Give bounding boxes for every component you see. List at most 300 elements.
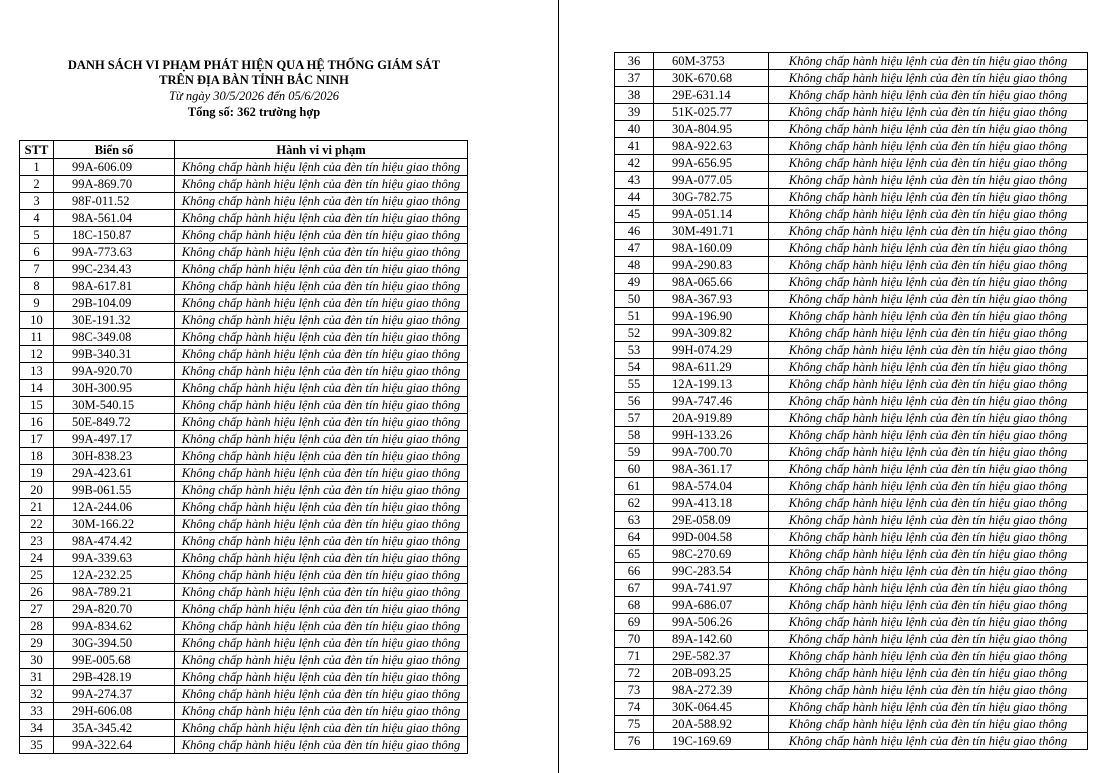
row-violation: Không chấp hành hiệu lệnh của đèn tín hiệu giao thông <box>175 567 468 584</box>
row-stt: 31 <box>20 669 54 686</box>
table-row <box>615 495 1088 512</box>
row-violation: Không chấp hành hiệu lệnh của đèn tín hiệu giao thông <box>769 665 1088 682</box>
row-violation: Không chấp hành hiệu lệnh của đèn tín hiệu giao thông <box>175 346 468 363</box>
row-violation: Không chấp hành hiệu lệnh của đèn tín hiệu giao thông <box>175 295 468 312</box>
row-plate: 99A-413.18 <box>654 495 769 512</box>
row-stt: 37 <box>615 70 654 87</box>
column-header-violation: Hành vi vi phạm <box>175 141 468 159</box>
table-row <box>615 291 1088 308</box>
table-row <box>615 512 1088 529</box>
row-plate: 30M-540.15 <box>54 397 175 414</box>
table-row <box>20 380 468 397</box>
row-stt: 65 <box>615 546 654 563</box>
row-plate: 99A-656.95 <box>654 155 769 172</box>
row-violation: Không chấp hành hiệu lệnh của đèn tín hiệu giao thông <box>769 478 1088 495</box>
table-row <box>615 563 1088 580</box>
row-plate: 30M-491.71 <box>654 223 769 240</box>
row-violation: Không chấp hành hiệu lệnh của đèn tín hiệu giao thông <box>175 550 468 567</box>
row-plate: 99A-920.70 <box>54 363 175 380</box>
row-plate: 99A-506.26 <box>654 614 769 631</box>
table-row <box>615 70 1088 87</box>
table-row <box>615 427 1088 444</box>
table-row <box>20 533 468 550</box>
table-row <box>615 342 1088 359</box>
row-violation: Không chấp hành hiệu lệnh của đèn tín hiệu giao thông <box>769 648 1088 665</box>
row-stt: 69 <box>615 614 654 631</box>
row-violation: Không chấp hành hiệu lệnh của đèn tín hiệu giao thông <box>175 601 468 618</box>
row-plate: 98C-349.08 <box>54 329 175 346</box>
row-plate: 98A-922.63 <box>654 138 769 155</box>
row-violation: Không chấp hành hiệu lệnh của đèn tín hiệu giao thông <box>175 499 468 516</box>
table-row <box>615 189 1088 206</box>
row-plate: 30A-804.95 <box>654 121 769 138</box>
row-stt: 61 <box>615 478 654 495</box>
row-stt: 48 <box>615 257 654 274</box>
table-row <box>20 414 468 431</box>
row-violation: Không chấp hành hiệu lệnh của đèn tín hiệu giao thông <box>769 138 1088 155</box>
row-violation: Không chấp hành hiệu lệnh của đèn tín hiệu giao thông <box>769 223 1088 240</box>
row-plate: 60M-3753 <box>654 53 769 70</box>
row-violation: Không chấp hành hiệu lệnh của đèn tín hiệu giao thông <box>175 686 468 703</box>
row-plate: 20A-588.92 <box>654 716 769 733</box>
row-violation: Không chấp hành hiệu lệnh của đèn tín hiệu giao thông <box>769 121 1088 138</box>
row-stt: 64 <box>615 529 654 546</box>
row-violation: Không chấp hành hiệu lệnh của đèn tín hiệu giao thông <box>175 652 468 669</box>
table-row <box>20 601 468 618</box>
table-row <box>615 546 1088 563</box>
table-row <box>615 87 1088 104</box>
row-stt: 1 <box>20 159 54 176</box>
row-plate: 12A-232.25 <box>54 567 175 584</box>
row-violation: Không chấp hành hiệu lệnh của đèn tín hiệu giao thông <box>175 720 468 737</box>
row-plate: 99A-290.83 <box>654 257 769 274</box>
row-plate: 51K-025.77 <box>654 104 769 121</box>
row-violation: Không chấp hành hiệu lệnh của đèn tín hiệu giao thông <box>769 104 1088 121</box>
row-plate: 29H-606.08 <box>54 703 175 720</box>
row-plate: 99H-133.26 <box>654 427 769 444</box>
row-stt: 23 <box>20 533 54 550</box>
row-stt: 5 <box>20 227 54 244</box>
row-violation: Không chấp hành hiệu lệnh của đèn tín hiệu giao thông <box>175 227 468 244</box>
row-stt: 22 <box>20 516 54 533</box>
row-violation: Không chấp hành hiệu lệnh của đèn tín hiệu giao thông <box>175 278 468 295</box>
table-row <box>615 478 1088 495</box>
row-plate: 20A-919.89 <box>654 410 769 427</box>
table-row <box>615 121 1088 138</box>
row-plate: 98A-367.93 <box>654 291 769 308</box>
table-row <box>615 206 1088 223</box>
row-stt: 66 <box>615 563 654 580</box>
row-plate: 29B-104.09 <box>54 295 175 312</box>
table-row <box>615 597 1088 614</box>
table-row <box>615 461 1088 478</box>
row-stt: 27 <box>20 601 54 618</box>
table-row <box>615 155 1088 172</box>
table-row <box>20 329 468 346</box>
row-stt: 73 <box>615 682 654 699</box>
row-plate: 30E-191.32 <box>54 312 175 329</box>
row-violation: Không chấp hành hiệu lệnh của đèn tín hiệu giao thông <box>175 329 468 346</box>
table-row <box>615 614 1088 631</box>
row-plate: 98F-011.52 <box>54 193 175 210</box>
row-plate: 99A-274.37 <box>54 686 175 703</box>
row-plate: 29A-423.61 <box>54 465 175 482</box>
table-row <box>20 584 468 601</box>
row-plate: 99A-606.09 <box>54 159 175 176</box>
table-row <box>615 631 1088 648</box>
row-plate: 99A-497.17 <box>54 431 175 448</box>
table-row <box>20 669 468 686</box>
table-row <box>20 227 468 244</box>
row-violation: Không chấp hành hiệu lệnh của đèn tín hiệu giao thông <box>175 584 468 601</box>
row-stt: 46 <box>615 223 654 240</box>
column-header-stt: STT <box>20 141 54 159</box>
row-violation: Không chấp hành hiệu lệnh của đèn tín hiệu giao thông <box>769 597 1088 614</box>
row-stt: 36 <box>615 53 654 70</box>
row-violation: Không chấp hành hiệu lệnh của đèn tín hiệu giao thông <box>175 397 468 414</box>
row-plate: 30G-394.50 <box>54 635 175 652</box>
row-stt: 7 <box>20 261 54 278</box>
row-violation: Không chấp hành hiệu lệnh của đèn tín hiệu giao thông <box>175 431 468 448</box>
row-violation: Không chấp hành hiệu lệnh của đèn tín hiệu giao thông <box>175 210 468 227</box>
table-row <box>615 223 1088 240</box>
row-stt: 34 <box>20 720 54 737</box>
row-violation: Không chấp hành hiệu lệnh của đèn tín hiệu giao thông <box>769 546 1088 563</box>
row-plate: 99A-773.63 <box>54 244 175 261</box>
row-stt: 58 <box>615 427 654 444</box>
total-count: Tổng số: 362 trường hợp <box>187 105 321 119</box>
table-row <box>20 295 468 312</box>
table-row <box>20 278 468 295</box>
row-plate: 99B-061.55 <box>54 482 175 499</box>
document-title-line-1: DANH SÁCH VI PHẠM PHÁT HIỆN QUA HỆ THỐNG GIÁM SÁT <box>67 58 441 72</box>
row-violation: Không chấp hành hiệu lệnh của đèn tín hiệu giao thông <box>769 682 1088 699</box>
row-stt: 35 <box>20 737 54 754</box>
row-plate: 50E-849.72 <box>54 414 175 431</box>
row-violation: Không chấp hành hiệu lệnh của đèn tín hiệu giao thông <box>175 635 468 652</box>
table-row <box>20 550 468 567</box>
row-stt: 2 <box>20 176 54 193</box>
table-row <box>20 686 468 703</box>
table-row <box>20 516 468 533</box>
row-plate: 99A-869.70 <box>54 176 175 193</box>
row-plate: 99A-834.62 <box>54 618 175 635</box>
table-row <box>20 261 468 278</box>
table-row <box>20 567 468 584</box>
row-violation: Không chấp hành hiệu lệnh của đèn tín hiệu giao thông <box>769 342 1088 359</box>
row-plate: 98A-160.09 <box>654 240 769 257</box>
table-row <box>615 172 1088 189</box>
row-stt: 63 <box>615 512 654 529</box>
row-violation: Không chấp hành hiệu lệnh của đèn tín hiệu giao thông <box>175 380 468 397</box>
row-violation: Không chấp hành hiệu lệnh của đèn tín hiệu giao thông <box>175 448 468 465</box>
row-plate: 30K-064.45 <box>654 699 769 716</box>
row-stt: 74 <box>615 699 654 716</box>
row-violation: Không chấp hành hiệu lệnh của đèn tín hiệu giao thông <box>769 393 1088 410</box>
row-violation: Không chấp hành hiệu lệnh của đèn tín hiệu giao thông <box>769 87 1088 104</box>
table-row <box>20 363 468 380</box>
row-stt: 4 <box>20 210 54 227</box>
row-stt: 29 <box>20 635 54 652</box>
row-plate: 99A-686.07 <box>654 597 769 614</box>
table-row <box>20 465 468 482</box>
row-stt: 67 <box>615 580 654 597</box>
row-violation: Không chấp hành hiệu lệnh của đèn tín hiệu giao thông <box>769 716 1088 733</box>
table-row <box>615 359 1088 376</box>
row-violation: Không chấp hành hiệu lệnh của đèn tín hiệu giao thông <box>769 359 1088 376</box>
row-stt: 14 <box>20 380 54 397</box>
row-plate: 98A-361.17 <box>654 461 769 478</box>
row-stt: 10 <box>20 312 54 329</box>
table-row <box>615 580 1088 597</box>
row-violation: Không chấp hành hiệu lệnh của đèn tín hiệu giao thông <box>769 325 1088 342</box>
table-row <box>20 448 468 465</box>
row-stt: 43 <box>615 172 654 189</box>
row-stt: 56 <box>615 393 654 410</box>
table-row <box>615 699 1088 716</box>
row-plate: 98A-611.29 <box>654 359 769 376</box>
row-stt: 28 <box>20 618 54 635</box>
document-header <box>20 58 488 120</box>
row-stt: 33 <box>20 703 54 720</box>
row-plate: 98A-272.39 <box>654 682 769 699</box>
row-plate: 18C-150.87 <box>54 227 175 244</box>
table-row <box>615 529 1088 546</box>
table-row <box>20 244 468 261</box>
row-stt: 70 <box>615 631 654 648</box>
table-row <box>615 240 1088 257</box>
row-violation: Không chấp hành hiệu lệnh của đèn tín hiệu giao thông <box>175 312 468 329</box>
row-violation: Không chấp hành hiệu lệnh của đèn tín hiệu giao thông <box>175 669 468 686</box>
table-row <box>20 703 468 720</box>
row-violation: Không chấp hành hiệu lệnh của đèn tín hiệu giao thông <box>769 444 1088 461</box>
row-plate: 99A-339.63 <box>54 550 175 567</box>
row-plate: 29E-631.14 <box>654 87 769 104</box>
row-stt: 18 <box>20 448 54 465</box>
row-stt: 51 <box>615 308 654 325</box>
row-plate: 98A-617.81 <box>54 278 175 295</box>
row-stt: 75 <box>615 716 654 733</box>
table-row <box>615 665 1088 682</box>
row-stt: 44 <box>615 189 654 206</box>
row-violation: Không chấp hành hiệu lệnh của đèn tín hiệu giao thông <box>769 699 1088 716</box>
table-row <box>615 682 1088 699</box>
table-row <box>20 312 468 329</box>
row-plate: 98A-789.21 <box>54 584 175 601</box>
row-stt: 38 <box>615 87 654 104</box>
row-stt: 15 <box>20 397 54 414</box>
table-row <box>615 308 1088 325</box>
table-row <box>20 652 468 669</box>
row-violation: Không chấp hành hiệu lệnh của đèn tín hiệu giao thông <box>769 376 1088 393</box>
row-violation: Không chấp hành hiệu lệnh của đèn tín hiệu giao thông <box>175 414 468 431</box>
table-row <box>615 393 1088 410</box>
row-violation: Không chấp hành hiệu lệnh của đèn tín hiệu giao thông <box>769 240 1088 257</box>
table-row <box>615 733 1088 750</box>
row-plate: 29A-820.70 <box>54 601 175 618</box>
row-plate: 99H-074.29 <box>654 342 769 359</box>
row-stt: 72 <box>615 665 654 682</box>
row-violation: Không chấp hành hiệu lệnh của đèn tín hiệu giao thông <box>175 261 468 278</box>
row-violation: Không chấp hành hiệu lệnh của đèn tín hiệu giao thông <box>769 563 1088 580</box>
row-stt: 20 <box>20 482 54 499</box>
row-stt: 19 <box>20 465 54 482</box>
table-row <box>20 210 468 227</box>
row-stt: 53 <box>615 342 654 359</box>
row-violation: Không chấp hành hiệu lệnh của đèn tín hiệu giao thông <box>769 495 1088 512</box>
row-plate: 99D-004.58 <box>654 529 769 546</box>
row-violation: Không chấp hành hiệu lệnh của đèn tín hiệu giao thông <box>175 363 468 380</box>
column-header-plate: Biển số <box>54 141 175 159</box>
row-stt: 76 <box>615 733 654 750</box>
row-plate: 89A-142.60 <box>654 631 769 648</box>
row-plate: 98A-474.42 <box>54 533 175 550</box>
row-violation: Không chấp hành hiệu lệnh của đèn tín hiệu giao thông <box>769 614 1088 631</box>
row-violation: Không chấp hành hiệu lệnh của đèn tín hiệu giao thông <box>769 733 1088 750</box>
row-stt: 45 <box>615 206 654 223</box>
row-violation: Không chấp hành hiệu lệnh của đèn tín hiệu giao thông <box>175 618 468 635</box>
row-plate: 99A-309.82 <box>654 325 769 342</box>
table-row <box>615 104 1088 121</box>
table-body-right <box>615 53 1088 750</box>
row-violation: Không chấp hành hiệu lệnh của đèn tín hiệu giao thông <box>175 465 468 482</box>
row-violation: Không chấp hành hiệu lệnh của đèn tín hiệu giao thông <box>175 244 468 261</box>
row-plate: 99C-283.54 <box>654 563 769 580</box>
row-plate: 99A-196.90 <box>654 308 769 325</box>
row-plate: 99C-234.43 <box>54 261 175 278</box>
row-violation: Không chấp hành hiệu lệnh của đèn tín hiệu giao thông <box>175 176 468 193</box>
table-row <box>615 648 1088 665</box>
row-plate: 30G-782.75 <box>654 189 769 206</box>
table-row <box>615 410 1088 427</box>
table-row <box>20 618 468 635</box>
document-title-line-2: TRÊN ĐỊA BÀN TỈNH BẮC NINH <box>159 73 349 87</box>
row-stt: 59 <box>615 444 654 461</box>
row-violation: Không chấp hành hiệu lệnh của đèn tín hiệu giao thông <box>769 512 1088 529</box>
row-violation: Không chấp hành hiệu lệnh của đèn tín hiệu giao thông <box>769 257 1088 274</box>
row-stt: 8 <box>20 278 54 295</box>
row-stt: 11 <box>20 329 54 346</box>
row-stt: 55 <box>615 376 654 393</box>
row-plate: 99A-741.97 <box>654 580 769 597</box>
table-row <box>615 274 1088 291</box>
violation-table-left <box>19 140 468 754</box>
row-plate: 29E-582.37 <box>654 648 769 665</box>
table-row <box>20 397 468 414</box>
row-stt: 49 <box>615 274 654 291</box>
row-violation: Không chấp hành hiệu lệnh của đèn tín hiệu giao thông <box>769 308 1088 325</box>
row-plate: 99B-340.31 <box>54 346 175 363</box>
table-row <box>20 159 468 176</box>
row-stt: 60 <box>615 461 654 478</box>
row-stt: 6 <box>20 244 54 261</box>
row-plate: 30H-838.23 <box>54 448 175 465</box>
row-violation: Không chấp hành hiệu lệnh của đèn tín hiệu giao thông <box>175 737 468 754</box>
row-stt: 62 <box>615 495 654 512</box>
table-header-row <box>20 141 468 159</box>
row-plate: 99A-747.46 <box>654 393 769 410</box>
row-violation: Không chấp hành hiệu lệnh của đèn tín hiệu giao thông <box>175 193 468 210</box>
row-violation: Không chấp hành hiệu lệnh của đèn tín hiệu giao thông <box>769 291 1088 308</box>
row-violation: Không chấp hành hiệu lệnh của đèn tín hiệu giao thông <box>769 631 1088 648</box>
row-plate: 30M-166.22 <box>54 516 175 533</box>
row-plate: 98A-561.04 <box>54 210 175 227</box>
row-violation: Không chấp hành hiệu lệnh của đèn tín hiệu giao thông <box>175 533 468 550</box>
row-stt: 39 <box>615 104 654 121</box>
row-violation: Không chấp hành hiệu lệnh của đèn tín hiệu giao thông <box>769 189 1088 206</box>
row-stt: 57 <box>615 410 654 427</box>
row-stt: 17 <box>20 431 54 448</box>
row-violation: Không chấp hành hiệu lệnh của đèn tín hiệu giao thông <box>769 172 1088 189</box>
row-violation: Không chấp hành hiệu lệnh của đèn tín hiệu giao thông <box>769 70 1088 87</box>
row-stt: 54 <box>615 359 654 376</box>
table-row <box>615 257 1088 274</box>
row-plate: 98A-574.04 <box>654 478 769 495</box>
table-row <box>615 138 1088 155</box>
table-row <box>20 737 468 754</box>
row-plate: 99A-322.64 <box>54 737 175 754</box>
table-row <box>20 193 468 210</box>
right-page <box>559 0 1112 773</box>
row-plate: 30K-670.68 <box>654 70 769 87</box>
row-stt: 24 <box>20 550 54 567</box>
row-plate: 98C-270.69 <box>654 546 769 563</box>
row-violation: Không chấp hành hiệu lệnh của đèn tín hiệu giao thông <box>769 155 1088 172</box>
row-stt: 21 <box>20 499 54 516</box>
row-stt: 13 <box>20 363 54 380</box>
row-stt: 25 <box>20 567 54 584</box>
row-stt: 32 <box>20 686 54 703</box>
row-stt: 3 <box>20 193 54 210</box>
row-stt: 42 <box>615 155 654 172</box>
row-plate: 35A-345.42 <box>54 720 175 737</box>
row-plate: 99A-051.14 <box>654 206 769 223</box>
row-plate: 29E-058.09 <box>654 512 769 529</box>
table-row <box>20 176 468 193</box>
row-stt: 12 <box>20 346 54 363</box>
row-plate: 99A-700.70 <box>654 444 769 461</box>
row-violation: Không chấp hành hiệu lệnh của đèn tín hiệu giao thông <box>769 410 1088 427</box>
row-violation: Không chấp hành hiệu lệnh của đèn tín hiệu giao thông <box>769 461 1088 478</box>
row-stt: 47 <box>615 240 654 257</box>
row-violation: Không chấp hành hiệu lệnh của đèn tín hiệu giao thông <box>769 529 1088 546</box>
date-range: Từ ngày 30/5/2026 đến 05/6/2026 <box>168 89 339 103</box>
row-stt: 52 <box>615 325 654 342</box>
row-violation: Không chấp hành hiệu lệnh của đèn tín hiệu giao thông <box>769 53 1088 70</box>
row-stt: 40 <box>615 121 654 138</box>
row-violation: Không chấp hành hiệu lệnh của đèn tín hiệu giao thông <box>769 274 1088 291</box>
row-violation: Không chấp hành hiệu lệnh của đèn tín hiệu giao thông <box>769 427 1088 444</box>
row-plate: 19C-169.69 <box>654 733 769 750</box>
row-plate: 99A-077.05 <box>654 172 769 189</box>
row-stt: 41 <box>615 138 654 155</box>
row-plate: 12A-199.13 <box>654 376 769 393</box>
row-plate: 99E-005.68 <box>54 652 175 669</box>
row-stt: 71 <box>615 648 654 665</box>
table-row <box>20 346 468 363</box>
row-plate: 98A-065.66 <box>654 274 769 291</box>
row-violation: Không chấp hành hiệu lệnh của đèn tín hiệu giao thông <box>175 159 468 176</box>
row-violation: Không chấp hành hiệu lệnh của đèn tín hiệu giao thông <box>769 206 1088 223</box>
table-row <box>615 53 1088 70</box>
table-row <box>20 720 468 737</box>
row-plate: 30H-300.95 <box>54 380 175 397</box>
table-row <box>20 482 468 499</box>
row-violation: Không chấp hành hiệu lệnh của đèn tín hiệu giao thông <box>175 703 468 720</box>
row-plate: 20B-093.25 <box>654 665 769 682</box>
row-stt: 50 <box>615 291 654 308</box>
violation-table-right <box>614 52 1088 750</box>
